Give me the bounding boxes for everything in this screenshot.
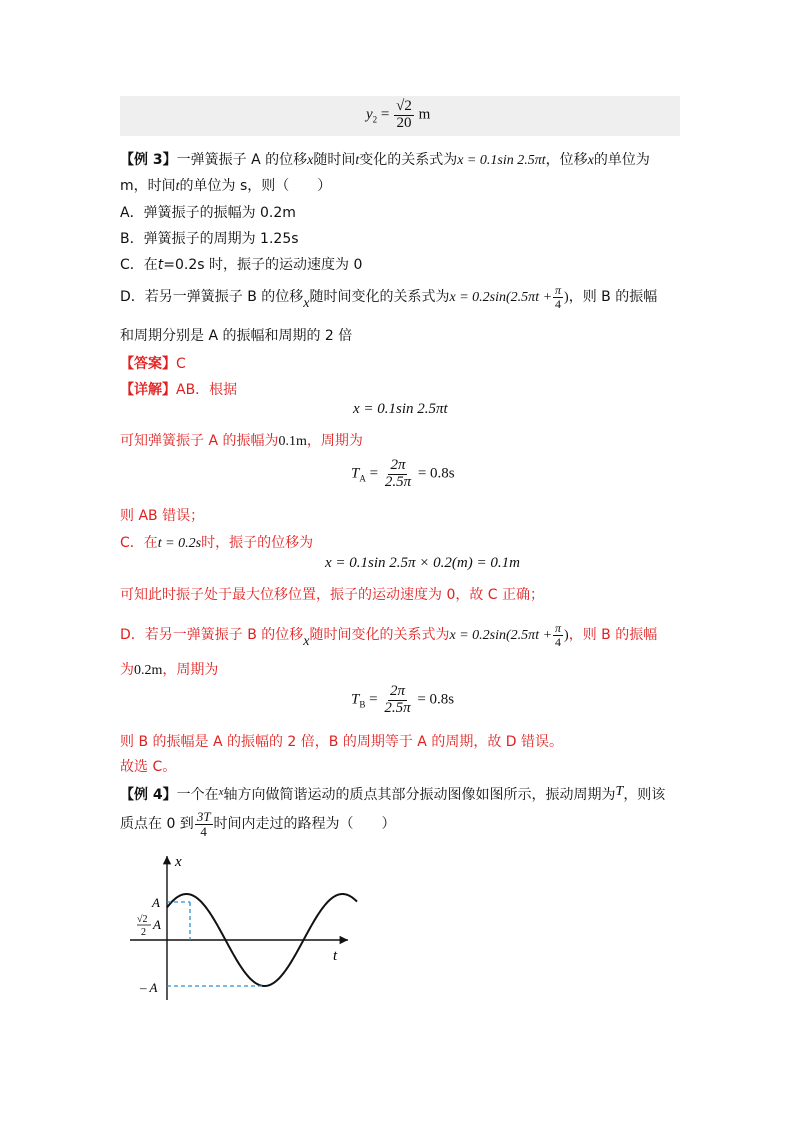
ex4-l2-b: 时间内走过的路程为（ ） [213,816,396,833]
detail-l3-b: 时，振子的位移为 [201,535,314,551]
x-axis-label: t [333,948,338,964]
f4-den: 2.5π [384,699,411,716]
formula-sub: 2 [372,114,378,125]
ex4-a: 一个在 [176,787,219,803]
f2-num: 2π [390,457,406,473]
formula-num: √2 [396,98,412,114]
ex3-option-c [120,254,362,274]
ex3-option-b: B．弹簧振子的周期为 1.25s [120,231,299,247]
detail-l5-den: 4 [555,634,562,649]
detail-formula-1: x = 0.1sin 2.5πt [353,401,448,417]
detail-line-8: 故选 C。 [120,759,177,775]
f2-lhs: T [351,465,360,482]
ex3-optd-b: 随时间变化的关系式为 [309,289,450,305]
ex3-optd-num: π [555,282,562,297]
ex4-l2-a: 质点在 0 到 [120,816,194,833]
detail-l5-a: D．若另一弹簧振子 B 的位移 [120,627,304,643]
ex4-tag: 【例 4】 [120,787,177,803]
f4-sub: B [359,699,366,710]
f2-rhs: = 0.8s [417,465,455,482]
ex3-optd-a: D．若另一弹簧振子 B 的位移 [120,289,304,305]
detail-label: 【详解】 [120,382,176,398]
ex3-option-a: A．弹簧振子的振幅为 0.2m [120,205,296,221]
ex3-stem-a: 一弹簧振子 A 的位移 [176,152,308,168]
ex3-stem-line1 [120,149,650,169]
ex3-tag: 【例 3】 [120,152,177,168]
answer-value: C [176,356,186,372]
ex3-optc-a: C．在 [120,257,158,273]
frac-num-label: √2 [137,914,148,925]
detail-l6-b: ，周期为 [162,662,219,678]
detail-l5-c: ，则 B 的振幅 [568,627,658,643]
formula-lhs: y [366,106,373,123]
ex4-var-t: T [615,784,624,799]
detail-intro-text: AB．根据 [176,382,238,398]
ex3-optd-den: 4 [555,296,562,311]
frac-den-label: 2 [141,927,146,938]
detail-l3-a: C．在 [120,535,158,551]
detail-line-1 [120,430,363,450]
formula-unit: m [418,106,431,123]
detail-l5-x: x [303,634,310,649]
detail-line-3 [120,532,313,552]
ex4-l2-den: 4 [200,823,207,839]
f2-sub: A [359,473,366,484]
answer-line [120,353,186,373]
detail-line-6 [120,659,218,679]
ex3-var-t: t [355,153,360,168]
detail-formula-4: $T_B$ = $\frac{2\pi}{2.5\pi}$ = 0.8s [351,683,455,716]
ex3-stem-d: ，位移 [545,152,588,168]
detail-line-7: 则 B 的振幅是 A 的振幅的 2 倍，B 的周期等于 A 的周期，故 D 错误。 [120,734,564,750]
detail-l5-formula-b: ) [564,628,569,643]
formula-den: 20 [396,114,412,131]
detail-intro [120,379,237,399]
ex4-var-x: x [218,786,224,798]
ex4-c: ，则该 [623,787,666,803]
ex3-optd-c: ，则 B 的振幅 [568,289,658,305]
detail-line-2: 则 AB 错误； [120,508,205,524]
y-axis-label: x [175,854,182,870]
ex3-optd-formula-b: ) [564,290,569,305]
detail-l6-val: 0.2m [134,663,163,678]
ex3-optd-formula-a: x = 0.2sin(2.5πt + [449,290,553,305]
ex4-l2-num: 3T [196,809,211,824]
detail-line-5 [120,620,657,651]
answer-label: 【答案】 [120,356,176,372]
ex3-var-t-2: t [175,179,180,194]
detail-formula-3: x = 0.1sin 2.5π × 0.2(m) = 0.1m [325,555,520,571]
f4-num: 2π [389,683,405,699]
detail-formula-2: $T_A$ = $\frac{2\pi}{2.5\pi}$ = 0.8s [351,457,455,490]
ex3-var-x: x [307,153,314,168]
ex3-stem-b: 随时间 [313,152,356,168]
detail-l5-num: π [555,620,562,635]
frac-suffix-label: A [153,917,161,932]
ex3-optd-x: x [303,296,310,311]
detail-l1-val: 0.1m [278,434,307,449]
f2-den: 2.5π [384,473,412,490]
ex3-stem-c: 变化的关系式为 [359,152,458,168]
ex3-stem-line2 [120,175,331,195]
ex3-option-d [120,282,657,313]
ex3-formula: x = 0.1sin 2.5πt [457,153,546,168]
detail-l6-a: 为 [120,662,134,678]
ex4-b: 轴方向做简谐运动的质点其部分振动图像如图所示，振动周期为 [223,787,616,803]
amp-tick-label: A [152,895,160,910]
detail-l1-a: 可知弹簧振子 A 的振幅为 [120,433,279,449]
ex4-stem-line2 [120,810,396,838]
ex3-optc-b: =0.2s 时，振子的运动速度为 0 [163,257,363,273]
ex3-line2-b: 的单位为 s，则（ ） [179,178,332,194]
detail-line-4: 可知此时振子处于最大位移位置，振子的运动速度为 0，故 C 正确； [120,587,545,603]
formula-eq: = [380,106,390,123]
detail-l5-formula-a: x = 0.2sin(2.5πt + [449,628,553,643]
vibration-graph [120,850,360,1010]
ex3-var-x-2: x [587,153,594,168]
f4-lhs: T [351,691,360,708]
ex3-stem-e: 的单位为 [593,152,650,168]
ex3-optc-t: t [157,257,164,273]
detail-l5-b: 随时间变化的关系式为 [309,627,450,643]
ex3-line2-a: m，时间 [120,178,176,194]
detail-l3-t: t = 0.2s [157,536,202,551]
ex3-option-d-line2: 和周期分别是 A 的振幅和周期的 2 倍 [120,328,353,344]
f4-rhs: = 0.8s [417,691,455,708]
detail-l1-b: ，周期为 [306,433,363,449]
neg-amp-tick-label: – A [140,980,158,995]
ex4-stem-line1 [120,784,665,804]
top-formula [366,99,430,132]
